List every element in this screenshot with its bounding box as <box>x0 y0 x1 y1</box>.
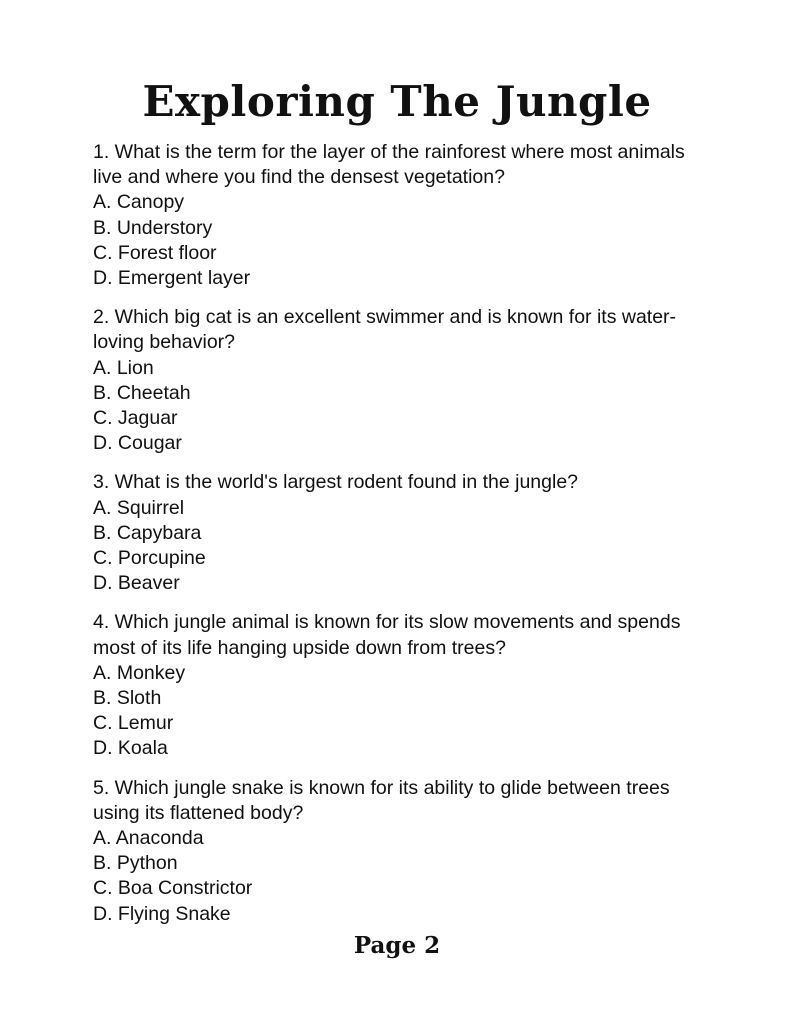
option-b: B. Python <box>93 852 178 875</box>
option-d: D. Beaver <box>93 572 180 595</box>
page-title: Exploring The Jungle <box>142 77 652 126</box>
answer-options <box>93 190 713 291</box>
option-c: C. Porcupine <box>93 547 206 570</box>
question-2 <box>93 305 713 456</box>
option-c: C. Boa Constrictor <box>93 877 253 900</box>
question-text: 3. What is the world's largest rodent found in the jungle? <box>93 471 579 494</box>
question-list <box>93 140 713 941</box>
answer-options <box>93 356 713 457</box>
option-a: A. Monkey <box>93 661 186 684</box>
question-text: 1. What is the term for the layer of the rainforest where most animals live and where you find the densest vegetation? <box>93 141 685 189</box>
option-c: C. Forest floor <box>93 241 217 264</box>
question-4 <box>93 610 713 761</box>
option-a: A. Lion <box>93 356 154 379</box>
question-text: 4. Which jungle animal is known for its slow movements and spends most of its life hanging upside down from trees? <box>93 611 681 659</box>
option-d: D. Cougar <box>93 432 182 455</box>
option-d: D. Emergent layer <box>93 267 251 290</box>
answer-options <box>93 496 713 597</box>
option-a: A. Canopy <box>93 191 185 214</box>
option-d: D. Koala <box>93 737 168 760</box>
question-text: 5. Which jungle snake is known for its ability to glide between trees using its flattened body? <box>93 776 670 824</box>
option-b: B. Sloth <box>93 687 162 710</box>
answer-options <box>93 826 713 927</box>
option-d: D. Flying Snake <box>93 902 231 925</box>
option-b: B. Understory <box>93 216 213 239</box>
option-c: C. Jaguar <box>93 407 178 430</box>
option-b: B. Cheetah <box>93 381 191 404</box>
question-text: 2. Which big cat is an excellent swimmer and is known for its water-loving behavior? <box>93 306 677 354</box>
option-b: B. Capybara <box>93 521 202 544</box>
page-number: Page 2 <box>353 932 441 959</box>
question-1 <box>93 140 713 291</box>
option-c: C. Lemur <box>93 712 174 735</box>
option-a: A. Anaconda <box>93 827 204 850</box>
answer-options <box>93 661 713 762</box>
question-3 <box>93 470 713 596</box>
option-a: A. Squirrel <box>93 496 185 519</box>
question-5 <box>93 776 713 927</box>
